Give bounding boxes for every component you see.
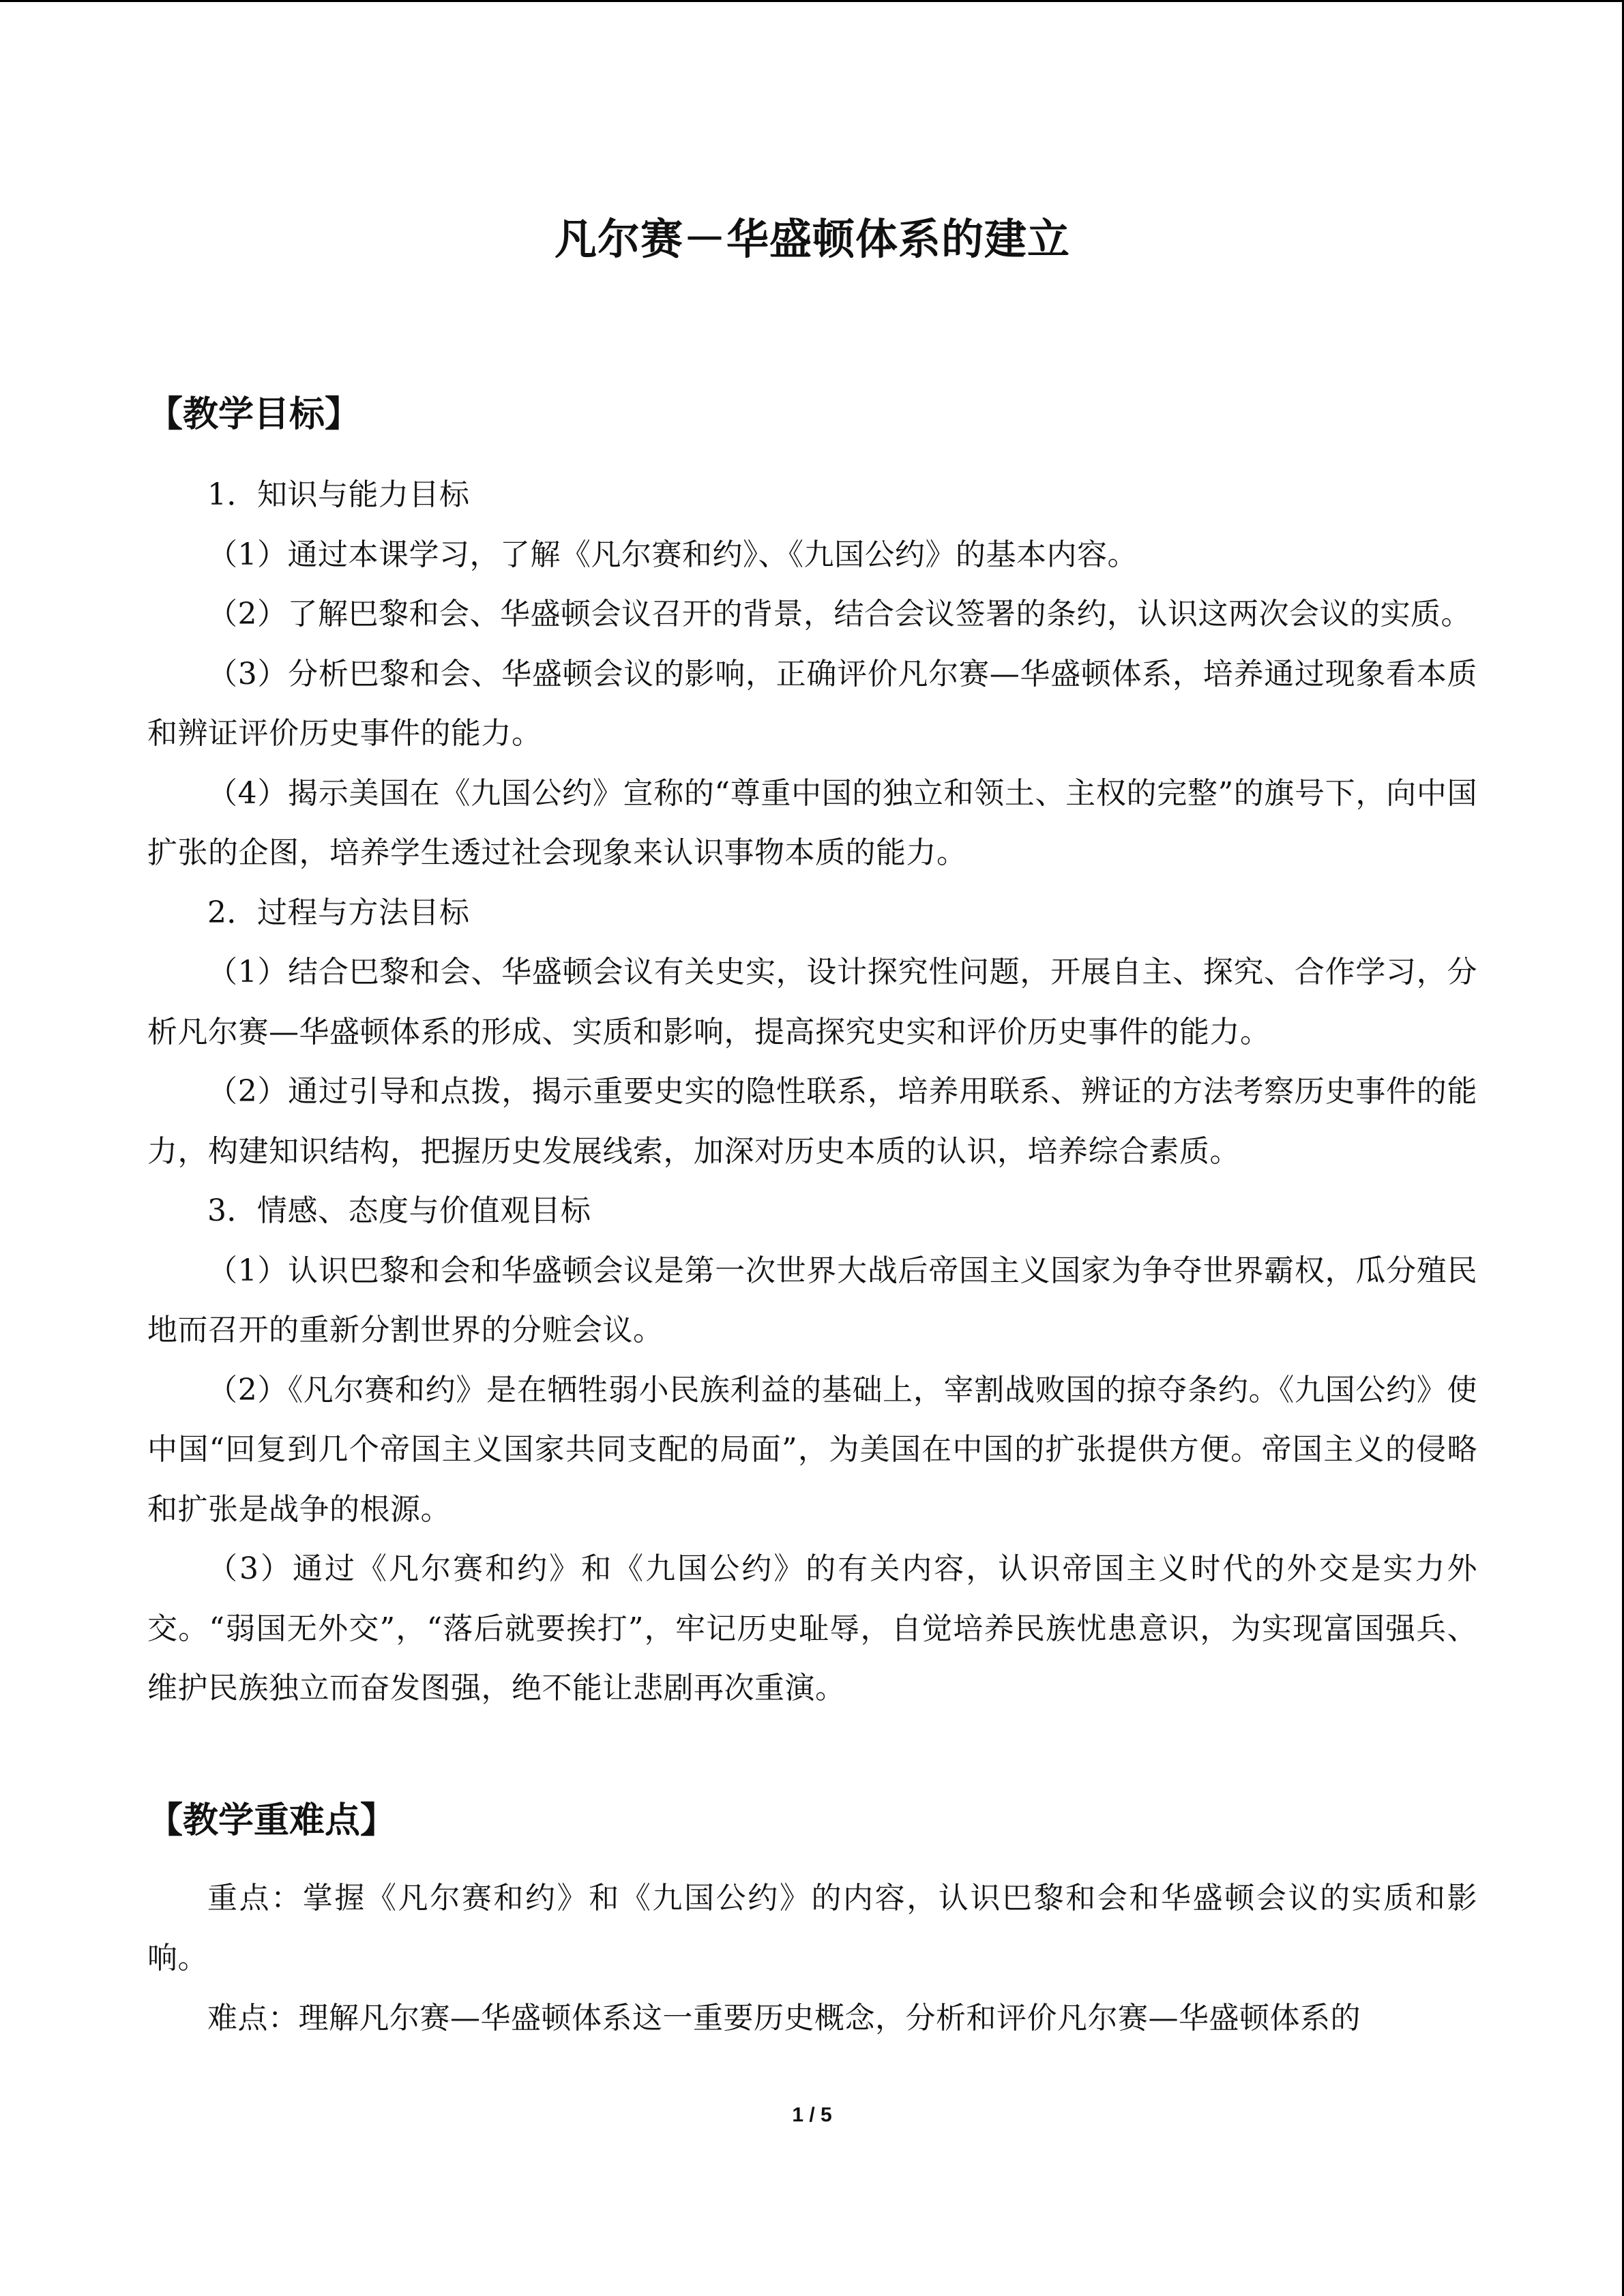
paragraph: （1）结合巴黎和会、华盛顿会议有关史实，设计探究性问题，开展自主、探究、合作学习，分析凡尔赛—华盛顿体系的形成、实质和影响，提高探究史实和评价历史事件的能力。 [147, 955, 1477, 1049]
paragraph: （4）揭示美国在《九国公约》宣称的“尊重中国的独立和领土、主权的完整”的旗号下，向中国扩张的企图，培养学生透过社会现象来认识事物本质的能力。 [147, 775, 1477, 870]
paragraph: （2）通过引导和点拨，揭示重要史实的隐性联系，培养用联系、辨证的方法考察历史事件的能力，构建知识结构，把握历史发展线索，加深对历史本质的认识，培养综合素质。 [147, 1074, 1477, 1169]
section-heading-teaching-goals: 【教学目标】 [147, 393, 361, 435]
paragraph: （2）了解巴黎和会、华盛顿会议召开的背景，结合会议签署的条约，认识这两次会议的实质。 [207, 597, 1471, 631]
paragraph: 重点：掌握《凡尔赛和约》和《九国公约》的内容，认识巴黎和会和华盛顿会议的实质和影响。 [147, 1881, 1477, 1976]
page-number: 1 / 5 [792, 2104, 832, 2126]
paragraph: （3）通过《凡尔赛和约》和《九国公约》的有关内容，认识帝国主义时代的外交是实力外交。“弱国无外交”，“落后就要挨打”，牢记历史耻辱，自觉培养民族忧患意识，为实现富国强兵、维护民族独立而奋发图强，绝不能让悲剧再次重演。 [147, 1551, 1477, 1705]
section-body-key-difficulties [147, 1868, 1477, 2048]
paragraph: 难点：理解凡尔赛—华盛顿体系这一重要历史概念，分析和评价凡尔赛—华盛顿体系的 [207, 2001, 1361, 2036]
paragraph: （1）通过本课学习，了解《凡尔赛和约》、《九国公约》的基本内容。 [207, 537, 1138, 572]
paragraph: （2）《凡尔赛和约》是在牺牲弱小民族利益的基础上，宰割战败国的掠夺条约。《九国公约》使中国“回复到几个帝国主义国家共同支配的局面”，为美国在中国的扩张提供方便。帝国主义的侵略和扩张是战争的根源。 [147, 1372, 1477, 1527]
paragraph: （1）认识巴黎和会和华盛顿会议是第一次世界大战后帝国主义国家为争夺世界霸权，瓜分殖民地而召开的重新分割世界的分赃会议。 [147, 1253, 1477, 1347]
document-title: 凡尔赛－华盛顿体系的建立 [554, 214, 1070, 264]
paragraph: 3．情感、态度与价值观目标 [207, 1193, 591, 1228]
section-heading-key-difficulties: 【教学重难点】 [147, 1800, 396, 1841]
page-border-top [0, 0, 1624, 2]
paragraph: 2．过程与方法目标 [207, 895, 470, 930]
paragraph: 1．知识与能力目标 [207, 477, 470, 512]
section-body-teaching-goals [147, 465, 1477, 1718]
paragraph: （3）分析巴黎和会、华盛顿会议的影响，正确评价凡尔赛—华盛顿体系，培养通过现象看本质和辨证评价历史事件的能力。 [147, 656, 1477, 751]
